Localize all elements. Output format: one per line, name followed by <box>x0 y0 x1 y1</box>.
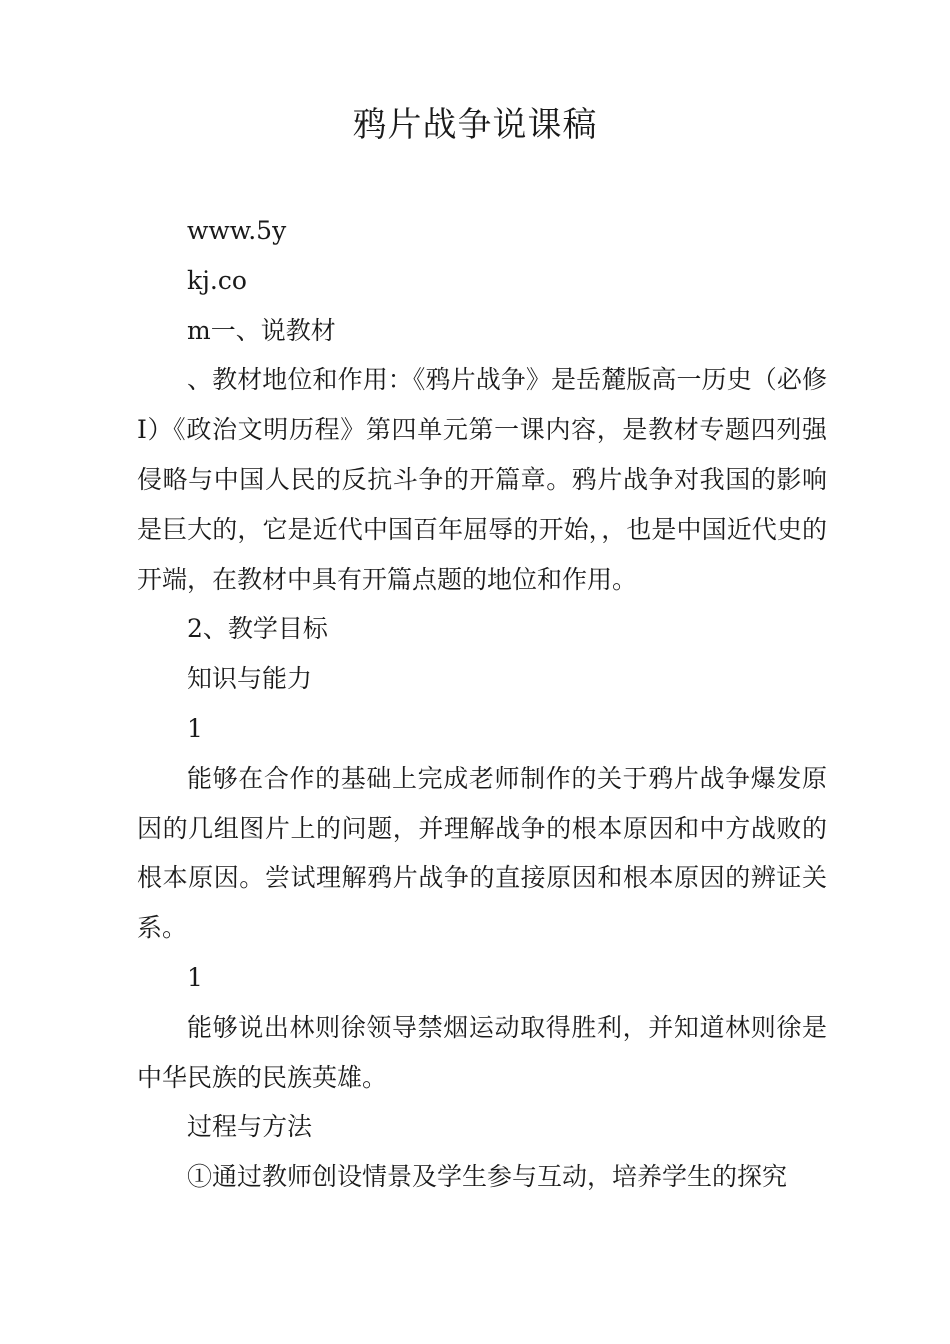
subheading-process-method: 过程与方法 <box>187 1112 313 1142</box>
document-body <box>137 206 827 1202</box>
paragraph-url-part-1: www.5y <box>187 216 287 245</box>
paragraph-url-part-2: kj.co <box>187 265 247 295</box>
subheading-teaching-goals: 2、教学目标 <box>187 614 328 644</box>
list-number-2: 1 <box>187 962 203 992</box>
section-heading-textbook: m一、说教材 <box>187 315 336 345</box>
paragraph-goal-causes: 能够在合作的基础上完成老师制作的关于鸦片战争爆发原因的几组图片上的问题，并理解战争的根本原因和中方战败的根本原因。尝试理解鸦片战争的直接原因和根本原因的辨证关系。 <box>137 763 827 943</box>
paragraph-goal-lin-zexu: 能够说出林则徐领导禁烟运动取得胜利，并知道林则徐是中华民族的民族英雄。 <box>137 1012 827 1092</box>
paragraph-process-1: ①通过教师创设情景及学生参与互动，培养学生的探究 <box>187 1162 788 1192</box>
list-number-1: 1 <box>187 713 203 743</box>
subheading-knowledge-ability: 知识与能力 <box>187 664 313 694</box>
paragraph-textbook-role: 、教材地位和作用：《鸦片战争》是岳麓版高一历史（必修Ⅰ）《政治文明历程》第四单元第一课内容，是教材专题四列强侵略与中国人民的反抗斗争的开篇章。鸦片战争对我国的影响是巨大的，它是近代中国百年屈辱的开始，，也是中国近代史的开端，在教材中具有开篇点题的地位和作用。 <box>137 365 827 594</box>
document-title: 鸦片战争说课稿 <box>352 105 598 145</box>
